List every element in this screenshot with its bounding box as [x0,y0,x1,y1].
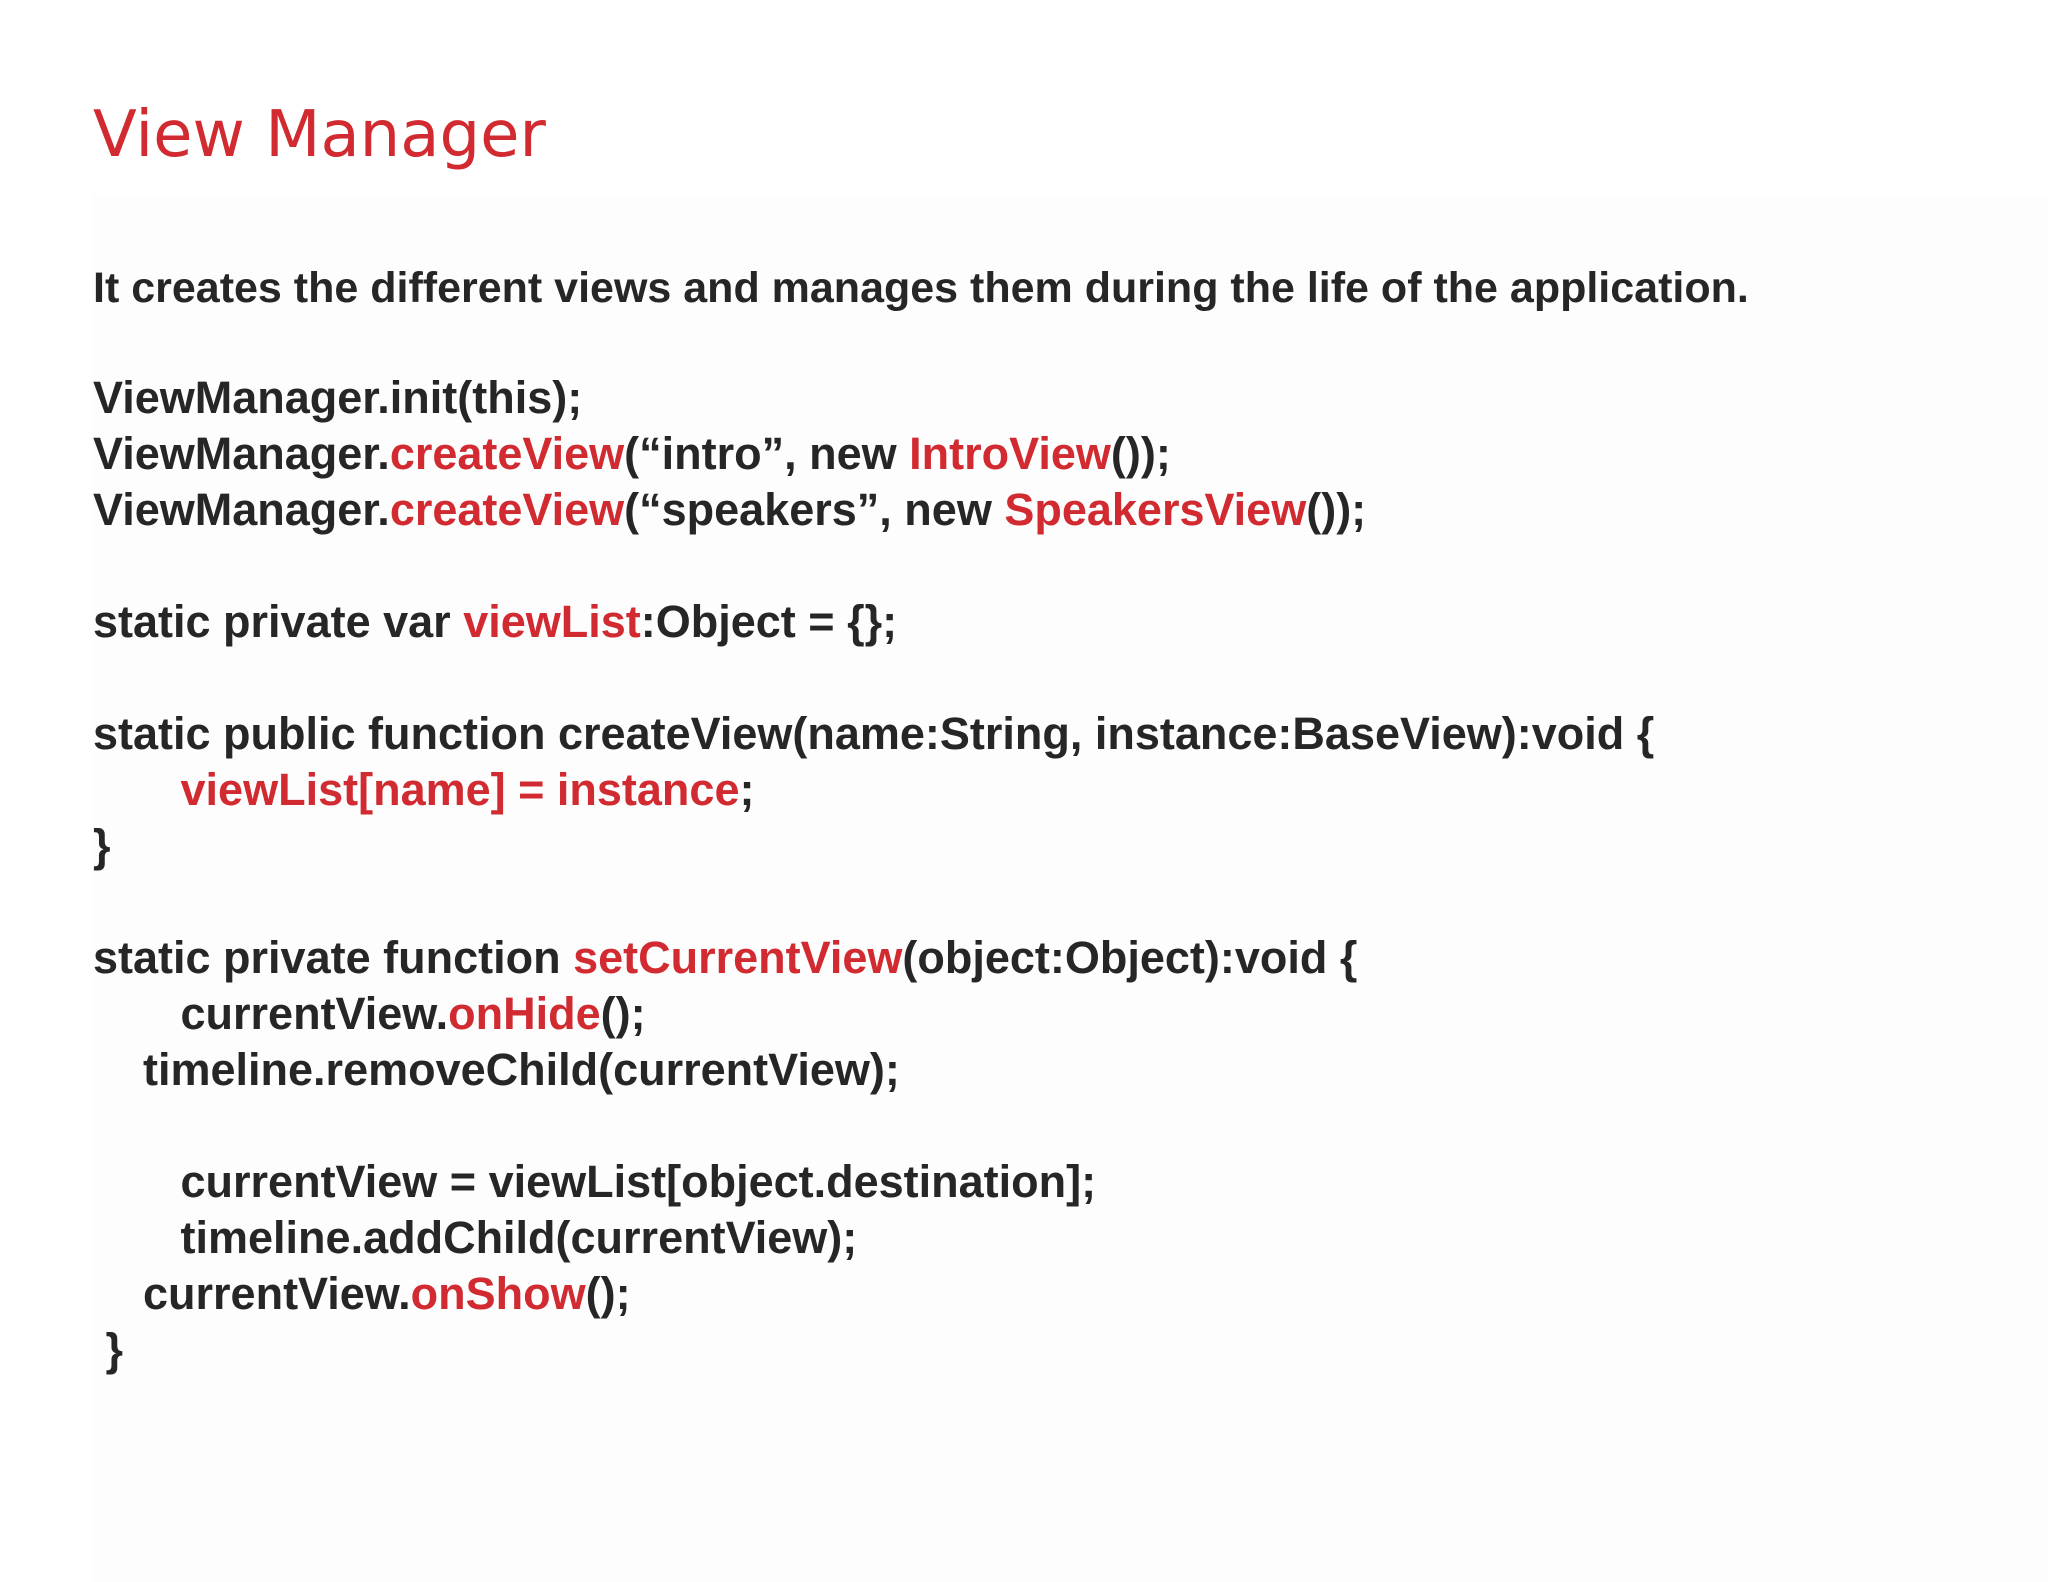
code-token: } [93,820,111,871]
code-token: (“intro”, new [624,428,910,479]
code-line [93,930,1654,986]
code-token: :Object = {}; [640,596,898,647]
code-line [93,1042,1654,1098]
code-highlight-token: onHide [448,988,601,1039]
code-line [93,1266,1654,1322]
code-highlight-token: IntroView [909,428,1111,479]
code-token: static public function createView(name:String, instance:BaseView):void { [93,708,1655,759]
code-line [93,594,1654,650]
code-token: ; [739,764,755,815]
code-highlight-token: setCurrentView [573,932,903,983]
code-highlight-token: createView [389,428,625,479]
code-highlight-token: SpeakersView [1004,484,1307,535]
code-line [93,1210,1654,1266]
code-line [93,482,1654,538]
code-token: currentView. [93,1268,411,1319]
code-line [93,986,1654,1042]
code-line [93,762,1654,818]
code-token: (); [600,988,646,1039]
code-line [93,1322,1654,1378]
code-token: timeline.addChild(currentView); [93,1212,858,1263]
code-token: currentView = viewList[object.destination]; [93,1156,1097,1207]
code-token: currentView. [93,988,449,1039]
code-token: ViewManager.init(this); [93,372,583,423]
code-block [93,370,1654,1378]
code-line [93,706,1654,762]
code-token: } [93,1324,124,1375]
code-highlight-token: viewList[name] = instance [180,764,740,815]
code-token: ()); [1306,484,1367,535]
code-highlight-token: viewList [463,596,641,647]
code-line [93,818,1654,874]
code-blank-line [93,1098,1654,1154]
code-token [93,764,181,815]
code-token: (“speakers”, new [624,484,1005,535]
code-token: ViewManager. [93,484,390,535]
code-token: ViewManager. [93,428,390,479]
code-token: static private function [93,932,574,983]
code-line [93,426,1654,482]
slide-title: View Manager [93,98,546,172]
code-highlight-token: createView [389,484,625,535]
code-token: (object:Object):void { [902,932,1358,983]
code-token: timeline.removeChild(currentView); [93,1044,900,1095]
slide-description: It creates the different views and manages them during the life of the application. [93,264,1749,312]
code-token: static private var [93,596,464,647]
code-line [93,1154,1654,1210]
code-token: ()); [1110,428,1171,479]
code-highlight-token: onShow [410,1268,586,1319]
code-blank-line [93,874,1654,930]
code-line [93,370,1654,426]
code-token: (); [585,1268,631,1319]
code-blank-line [93,650,1654,706]
code-blank-line [93,538,1654,594]
